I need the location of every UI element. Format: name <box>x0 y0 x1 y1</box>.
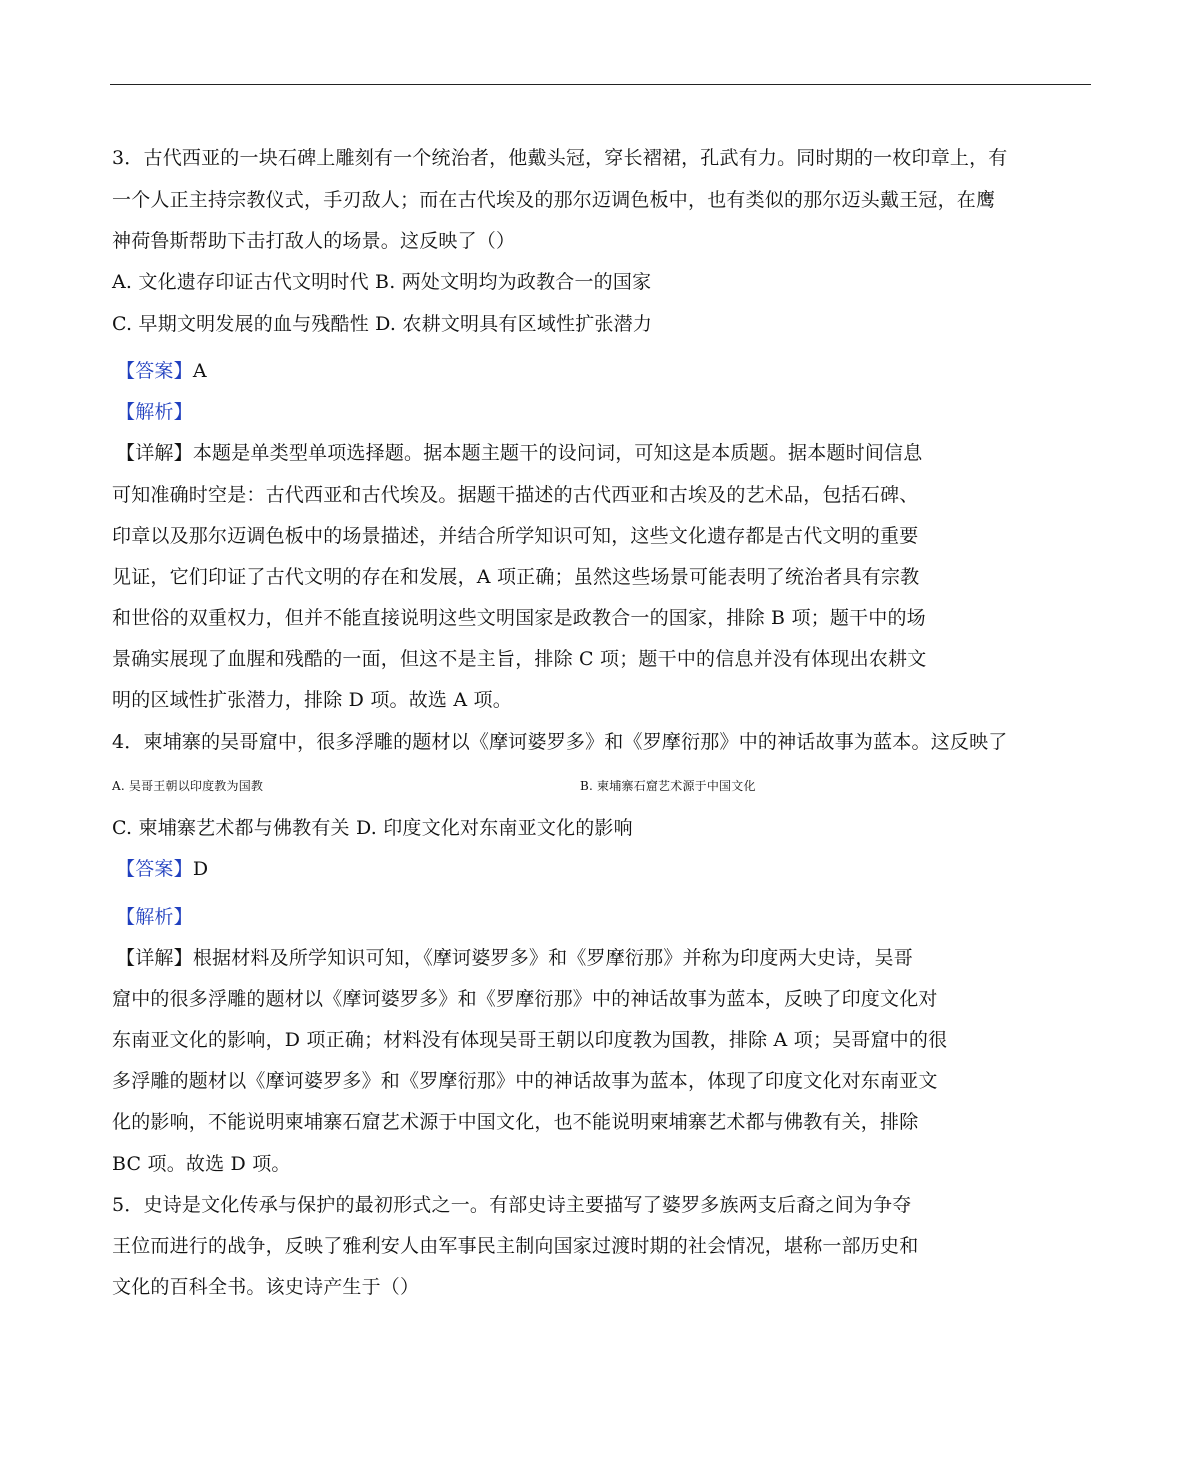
q3-detail-line-5: 和世俗的双重权力，但并不能直接说明这些文明国家是政教合一的国家，排除 B 项；题干中的场 <box>112 607 926 629</box>
q3-detail-line-2: 可知准确时空是：古代西亚和古代埃及。据题干描述的古代西亚和古埃及的艺术品，包括石碑、 <box>112 484 919 506</box>
q4-detail-line-6: BC 项。故选 D 项。 <box>112 1153 291 1175</box>
q4-detail-line-2: 窟中的很多浮雕的题材以《摩诃婆罗多》和《罗摩衍那》中的神话故事为蓝本，反映了印度文化对 <box>112 988 938 1010</box>
q3-detail-line-7: 明的区域性扩张潜力，排除 D 项。故选 A 项。 <box>112 689 512 711</box>
q3-detail-text-1: 本题是单类型单项选择题。据本题主题干的设问词，可知这是本质题。据本题时间信息 <box>192 442 923 464</box>
q3-stem-line-3: 神荷鲁斯帮助下击打敌人的场景。这反映了（） <box>112 230 516 252</box>
q3-answer <box>116 358 207 384</box>
q4-stem: 4．柬埔寨的吴哥窟中，很多浮雕的题材以《摩诃婆罗多》和《罗摩衍那》中的神话故事为蓝本。这反映了 <box>112 731 1008 753</box>
q4-detail-line-5: 化的影响，不能说明柬埔寨石窟艺术源于中国文化，也不能说明柬埔寨艺术都与佛教有关，排除 <box>112 1111 919 1133</box>
q4-option-a: A. 吴哥王朝以印度教为国教 <box>112 779 264 793</box>
q3-detail-line-6: 景确实展现了血腥和残酷的一面，但这不是主旨，排除 C 项；题干中的信息并没有体现出农耕文 <box>112 648 927 670</box>
detail-tag: 【详解】 <box>116 947 193 969</box>
analysis-tag: 【解析】 <box>116 401 193 423</box>
q4-option-b: B. 柬埔寨石窟艺术源于中国文化 <box>580 779 756 793</box>
q4-answer-value: D <box>192 858 209 880</box>
q3-stem-line-1: 3．古代西亚的一块石碑上雕刻有一个统治者，他戴头冠，穿长褶裙，孔武有力。同时期的一枚印章上，有 <box>112 147 1008 169</box>
q3-options-cd: C. 早期文明发展的血与残酷性 D. 农耕文明具有区域性扩张潜力 <box>112 313 653 335</box>
q5-stem-line-1: 5．史诗是文化传承与保护的最初形式之一。有部史诗主要描写了婆罗多族两支后裔之间为争夺 <box>112 1194 912 1216</box>
q5-stem-line-3: 文化的百科全书。该史诗产生于（） <box>112 1276 420 1298</box>
q4-detail-text-1: 根据材料及所学知识可知，《摩诃婆罗多》和《罗摩衍那》并称为印度两大史诗，吴哥 <box>192 947 913 969</box>
q3-stem-line-2: 一个人正主持宗教仪式，手刃敌人；而在古代埃及的那尔迈调色板中，也有类似的那尔迈头戴王冠，在鹰 <box>112 189 996 211</box>
answer-tag: 【答案】 <box>116 360 193 382</box>
analysis-tag: 【解析】 <box>116 906 193 928</box>
q4-detail-line-1 <box>116 945 913 971</box>
q3-detail-line-1 <box>116 440 922 466</box>
q3-options-ab: A. 文化遗存印证古代文明时代 B. 两处文明均为政教合一的国家 <box>112 271 652 293</box>
q5-stem-line-2: 王位而进行的战争，反映了雅利安人由军事民主制向国家过渡时期的社会情况，堪称一部历史和 <box>112 1235 919 1257</box>
q4-detail-line-4: 多浮雕的题材以《摩诃婆罗多》和《罗摩衍那》中的神话故事为蓝本，体现了印度文化对东南亚文 <box>112 1070 938 1092</box>
q3-answer-value: A <box>192 360 207 382</box>
q4-answer <box>116 856 208 882</box>
q4-options-cd: C. 柬埔寨艺术都与佛教有关 D. 印度文化对东南亚文化的影响 <box>112 817 633 839</box>
q4-analysis-heading <box>116 904 193 930</box>
q4-detail-line-3: 东南亚文化的影响，D 项正确；材料没有体现吴哥王朝以印度教为国教，排除 A 项；吴哥窟中的很 <box>112 1029 948 1051</box>
q4-options-ab <box>112 773 1092 799</box>
q3-detail-line-3: 印章以及那尔迈调色板中的场景描述，并结合所学知识可知，这些文化遗存都是古代文明的重要 <box>112 525 919 547</box>
answer-tag: 【答案】 <box>116 858 193 880</box>
header-rule <box>110 84 1091 85</box>
q3-detail-line-4: 见证，它们印证了古代文明的存在和发展，A 项正确；虽然这些场景可能表明了统治者具有宗教 <box>112 566 920 588</box>
detail-tag: 【详解】 <box>116 442 193 464</box>
q3-analysis-heading <box>116 399 193 425</box>
